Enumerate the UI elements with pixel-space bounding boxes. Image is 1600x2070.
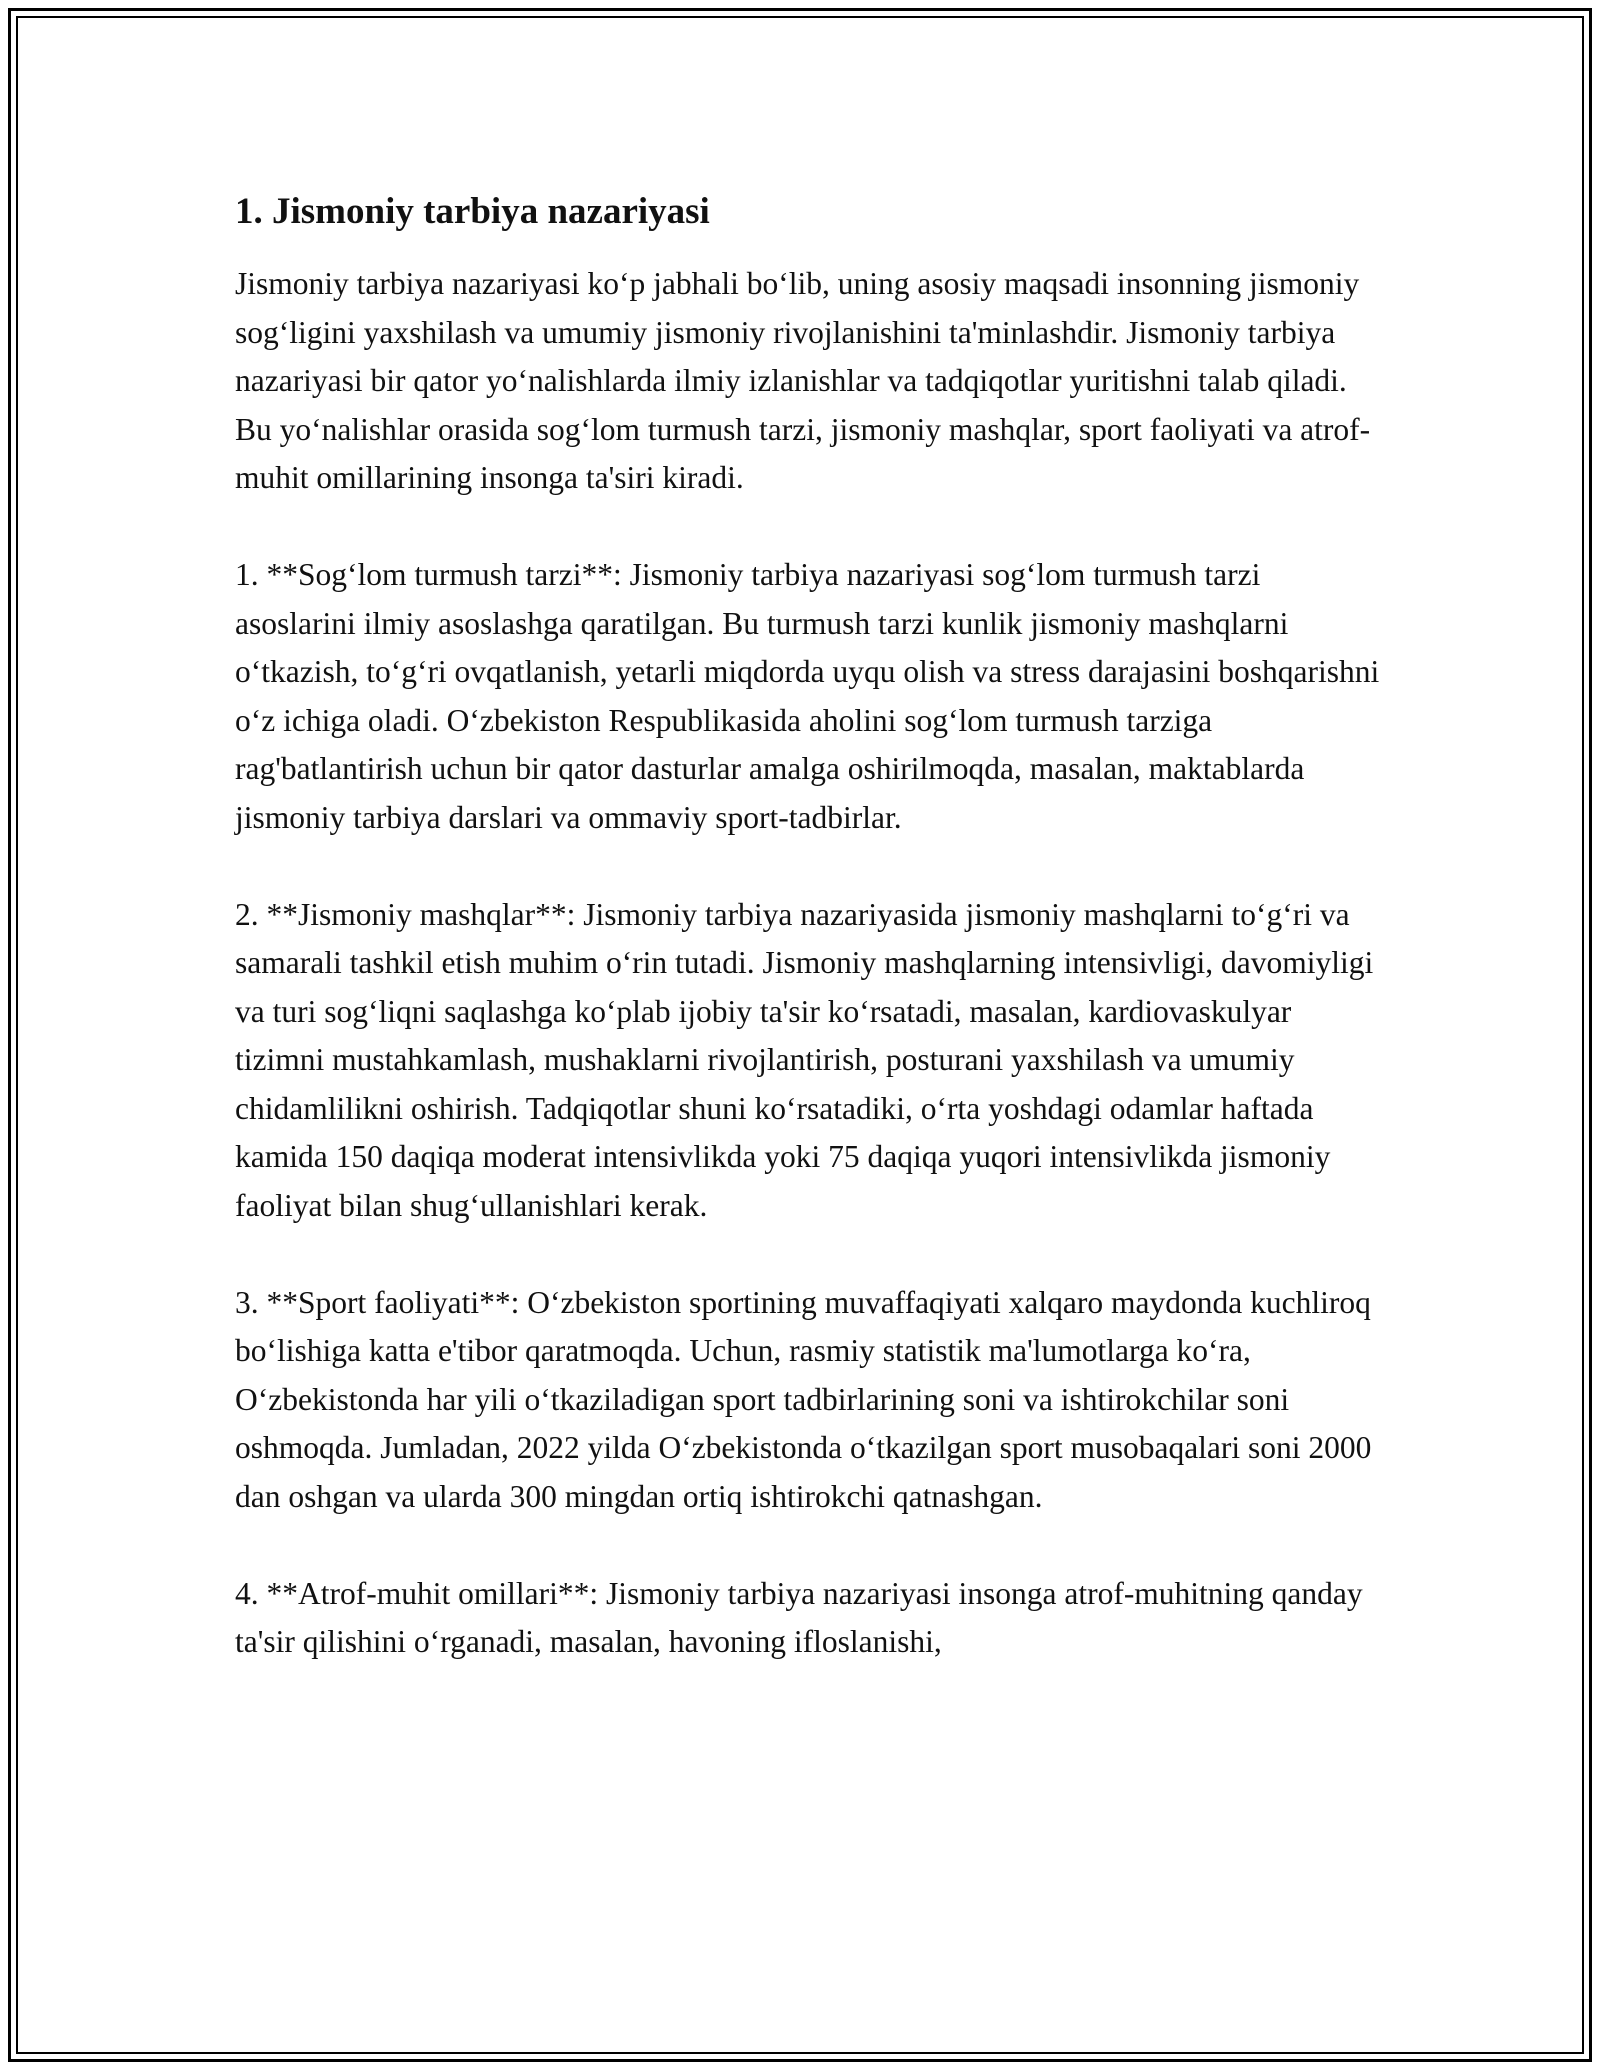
intro-paragraph: Jismoniy tarbiya nazariyasi ko‘p jabhali bo‘lib, uning asosiy maqsadi insonning jismoniy sog‘ligini yaxshilash va umumiy jismoniy rivojlanishini ta'minlashdir. Jismoniy tarbiya nazariyasi bir qator yo‘nalishlarda ilmiy izlanishlar va tadqiqotlar yuritishni talab qiladi. Bu yo‘nalishlar orasida sog‘lom turmush tarzi, jismoniy mashqlar, sport faoliyati va atrof-muhit omillarining insonga ta'siri kiradi. [235, 266, 1371, 495]
paragraph-environment-factors: 4. **Atrof-muhit omillari**: Jismoniy tarbiya nazariyasi insonga atrof-muhitning qanday ta'sir qilishini o‘rganadi, masalan, havoning ifloslanishi, [235, 1575, 1363, 1659]
paragraph-healthy-lifestyle: 1. **Sog‘lom turmush tarzi**: Jismoniy tarbiya nazariyasi sog‘lom turmush tarzi asoslarini ilmiy asoslashga qaratilgan. Bu turmush tarzi kunlik jismoniy mashqlarni o‘tkazish, to‘g‘ri ovqatlanish, yetarli miqdorda uyqu olish va stress darajasini boshqarishni o‘z ichiga oladi. O‘zbekiston Respublikasida aholini sog‘lom turmush tarziga rag'batlantirish uchun bir qator dasturlar amalga oshirilmoqda, masalan, maktablarda jismoniy tarbiya darslari va ommaviy sport-tadbirlar. [235, 557, 1380, 835]
document-body [235, 186, 1385, 1715]
section-title: 1. Jismoniy tarbiya nazariyasi [235, 191, 710, 232]
paragraph-sport-activity: 3. **Sport faoliyati**: O‘zbekiston sportining muvaffaqiyati xalqaro maydonda kuchliroq bo‘lishiga katta e'tibor qaratmoqda. Uchun, rasmiy statistik ma'lumotlarga ko‘ra, O‘zbekistonda har yili o‘tkaziladigan sport tadbirlarining soni va ishtirokchilar soni oshmoqda. Jumladan, 2022 yilda O‘zbekistonda o‘tkazilgan sport musobaqalari soni 2000 dan oshgan va ularda 300 mingdan ortiq ishtirokchi qatnashgan. [235, 1284, 1372, 1514]
paragraph-physical-exercises: 2. **Jismoniy mashqlar**: Jismoniy tarbiya nazariyasida jismoniy mashqlarni to‘g‘ri va samarali tashkil etish muhim o‘rin tutadi. Jismoniy mashqlarning intensivligi, davomiyligi va turi sog‘liqni saqlashga ko‘plab ijobiy ta'sir ko‘rsatadi, masalan, kardiovaskulyar tizimni mustahkamlash, mushaklarni rivojlantirish, posturani yaxshilash va umumiy chidamlilikni oshirish. Tadqiqotlar shuni ko‘rsatadiki, o‘rta yoshdagi odamlar haftada kamida 150 daqiqa moderat intensivlikda yoki 75 daqiqa yuqori intensivlikda jismoniy faoliyat bilan shug‘ullanishlari kerak. [235, 896, 1374, 1223]
